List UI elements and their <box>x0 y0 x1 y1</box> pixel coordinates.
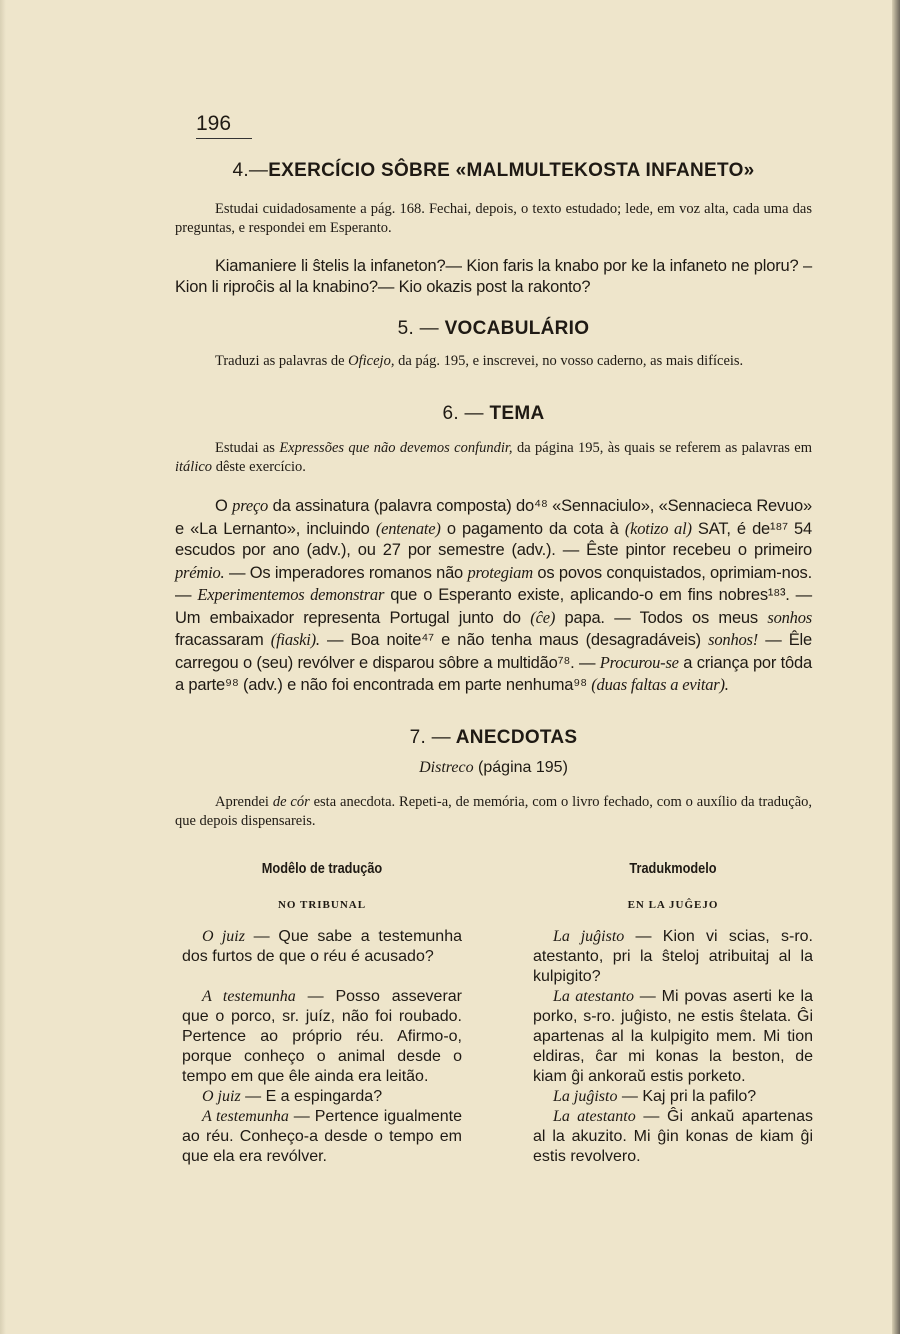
italic-text: Expressões que não devemos confundir, <box>279 440 513 456</box>
text-segment: fracassaram <box>175 631 271 649</box>
dialogue-line <box>182 1087 462 1107</box>
italic-text: (duas faltas a evitar). <box>591 675 729 694</box>
italic-text: Experimentemos demonstrar <box>197 585 385 604</box>
text-segment: — E a espingarda? <box>240 1088 383 1105</box>
italic-text: (entenate) <box>375 518 441 538</box>
italic-text: O juiz <box>202 928 245 945</box>
text-segment: papa. — Todos os meus <box>555 608 768 627</box>
italic-text: (ĉe) <box>530 607 556 627</box>
instruction-paragraph <box>175 439 812 477</box>
text-segment: — Êle carregou o (seu) revólver e disparou sôbre a multidão⁷⁸. — <box>175 631 812 672</box>
dialogue-line <box>533 1107 813 1167</box>
section-4 <box>175 160 812 298</box>
italic-text: Oficejo, <box>348 353 395 369</box>
italic-text: protegiam <box>467 562 533 582</box>
column-subheading: EN LA JUĜEJO <box>627 899 719 911</box>
text-segment: dêste exercício. <box>212 459 306 475</box>
text-segment: — Kion vi scias, s-ro. atestanto, pri la ŝteloj atribuitaj al la kulpigito? <box>533 928 813 985</box>
section-title: EXERCÍCIO SÔBRE «MALMULTEKOSTA INFANETO» <box>268 160 755 181</box>
text-segment: — Os imperadores romanos não <box>224 563 468 582</box>
text-segment: da página 195, às quais se referem as palavras em <box>512 440 812 456</box>
text-segment: Traduzi as palavras de <box>215 353 349 369</box>
italic-text: (kotizo al) <box>624 518 692 538</box>
dialogue-line <box>182 1107 462 1167</box>
section-5 <box>175 318 812 371</box>
text-segment: (página 195) <box>473 759 568 776</box>
text-segment: O <box>215 497 233 515</box>
questions-paragraph <box>175 256 812 298</box>
dialogue-line <box>182 927 462 967</box>
text-segment: Aprendei <box>215 794 273 810</box>
text-segment: — Kaj pri la pafilo? <box>617 1088 757 1105</box>
text-segment: Estudai as <box>215 440 280 456</box>
page-left-edge <box>0 0 6 1334</box>
section-6 <box>175 403 812 697</box>
text-segment: Kiamaniere li ŝtelis la infaneton?— Kion faris la knabo por ke la infaneto ne ploru? – Kion li riproĉis al la knabino?— Kio okazis post la rakonto? <box>175 257 812 296</box>
italic-text: prémio. <box>175 562 225 582</box>
italic-text: sonhos <box>767 607 812 627</box>
text-segment: — Mi povas aserti ke la porko, s-ro. juĝisto, ne estis ŝtelata. Ĝi apartenas al la kulpigito mem. Mi tion eldiras, ĉar mi konas la beston, de kiam ĝi ankoraŭ estis porketo. <box>533 988 813 1085</box>
section-number: 6. — <box>442 403 484 424</box>
italic-text: A testemunha <box>202 1108 289 1125</box>
section-number: 7. — <box>409 727 451 748</box>
italic-text: sonhos! <box>708 630 759 649</box>
page-binding-edge <box>892 0 900 1334</box>
column-heading: Tradukmodelo <box>629 860 717 877</box>
text-segment: — Ĝi ankaŭ apartenas al la akuzito. Mi ĝin konas de kiam ĝi estis revolvero. <box>533 1108 814 1165</box>
instruction-paragraph <box>175 793 812 831</box>
text-segment: a criança por tôda a parte⁹⁸ (adv.) e não foi encontrada em parte nenhuma⁹⁸ <box>175 653 812 694</box>
section-number: 4.— <box>232 160 269 181</box>
italic-text: O juiz <box>202 1088 241 1105</box>
text-segment: da pág. 195, e inscrevei, no vosso caderno, as mais difíceis. <box>394 353 744 369</box>
dialogue <box>533 927 813 1167</box>
section-heading <box>175 160 812 182</box>
text-segment: SAT, é de¹⁸⁷ 54 escudos por ano (adv.), ou 27 por semestre (adv.). — Êste pintor recebeu o primeiro <box>175 519 812 559</box>
italic-text: preço <box>232 496 269 515</box>
italic-text: A testemunha <box>202 988 296 1005</box>
section-heading <box>175 403 812 425</box>
italic-text: Distreco <box>419 759 474 776</box>
italic-text: La juĝisto <box>553 1088 618 1105</box>
section-title: VOCABULÁRIO <box>444 318 590 339</box>
section-title: TEMA <box>489 403 545 424</box>
section-7 <box>175 727 812 831</box>
text-segment: o pagamento da cota à <box>440 519 625 538</box>
text-segment: Estudai cuidadosamente a pág. 168. Fechai, depois, o texto estudado; lede, em voz alta, cada uma das preguntas, e respondei em Esperanto. <box>175 201 812 236</box>
text-segment: da assinatura (palavra composta) do⁴⁸ «Sennaciulo», «Sennacieca Revuo» e «La Lernanto», incluindo <box>175 497 812 538</box>
anecdote-subtitle <box>175 759 812 777</box>
italic-text: itálico <box>175 459 213 475</box>
section-heading <box>175 318 812 340</box>
text-segment: — Pertence igualmente ao réu. Conheço-a desde o tempo em que ela era revólver. <box>182 1108 462 1165</box>
portuguese-column <box>182 860 462 1167</box>
column-subheading: NO TRIBUNAL <box>277 899 367 911</box>
text-segment: os povos conquistados, oprimiam-nos. — <box>175 563 812 604</box>
italic-text: La atestanto <box>553 988 634 1005</box>
italic-text: La atestanto <box>553 1108 636 1125</box>
instruction-paragraph <box>175 200 812 238</box>
column-heading: Modêlo de tradução <box>261 860 383 877</box>
dialogue-line <box>182 987 462 1087</box>
dialogue-line <box>533 1087 813 1107</box>
section-number: 5. — <box>397 318 439 339</box>
text-segment: — Boa noite⁴⁷ e não tenha maus (desagradáveis) <box>319 631 709 649</box>
section-heading <box>175 727 812 749</box>
page-number: 196 <box>196 112 252 139</box>
instruction-paragraph <box>175 352 812 371</box>
italic-text: La juĝisto <box>553 928 625 945</box>
text-segment: — Que sabe a testemunha dos furtos de que o réu é acusado? <box>182 928 463 965</box>
text-segment: — Posso asseverar que o porco, sr. juíz, não foi roubado. Pertence ao próprio réu. Afirmo-o, porque conheço o animal desde o tempo em que êle ainda era leitão. <box>182 988 463 1085</box>
dialogue-line <box>533 927 813 987</box>
section-title: ANECDOTAS <box>455 727 578 748</box>
italic-text: de cór <box>272 794 310 810</box>
dialogue <box>182 927 462 1167</box>
italic-text: Procurou-se <box>599 652 679 672</box>
italic-text: (fiaski). <box>270 630 320 649</box>
text-segment: que o Esperanto existe, aplicando-o em fins nobres¹⁸³. — Um embaixador representa Portugal junto do <box>175 586 812 627</box>
theme-paragraph <box>175 495 812 697</box>
esperanto-column <box>533 860 813 1167</box>
dialogue-line <box>533 987 813 1087</box>
text-segment: esta anecdota. Repeti-a, de memória, com o livro fechado, com o auxílio da tradução, que depois dispensareis. <box>175 794 812 829</box>
